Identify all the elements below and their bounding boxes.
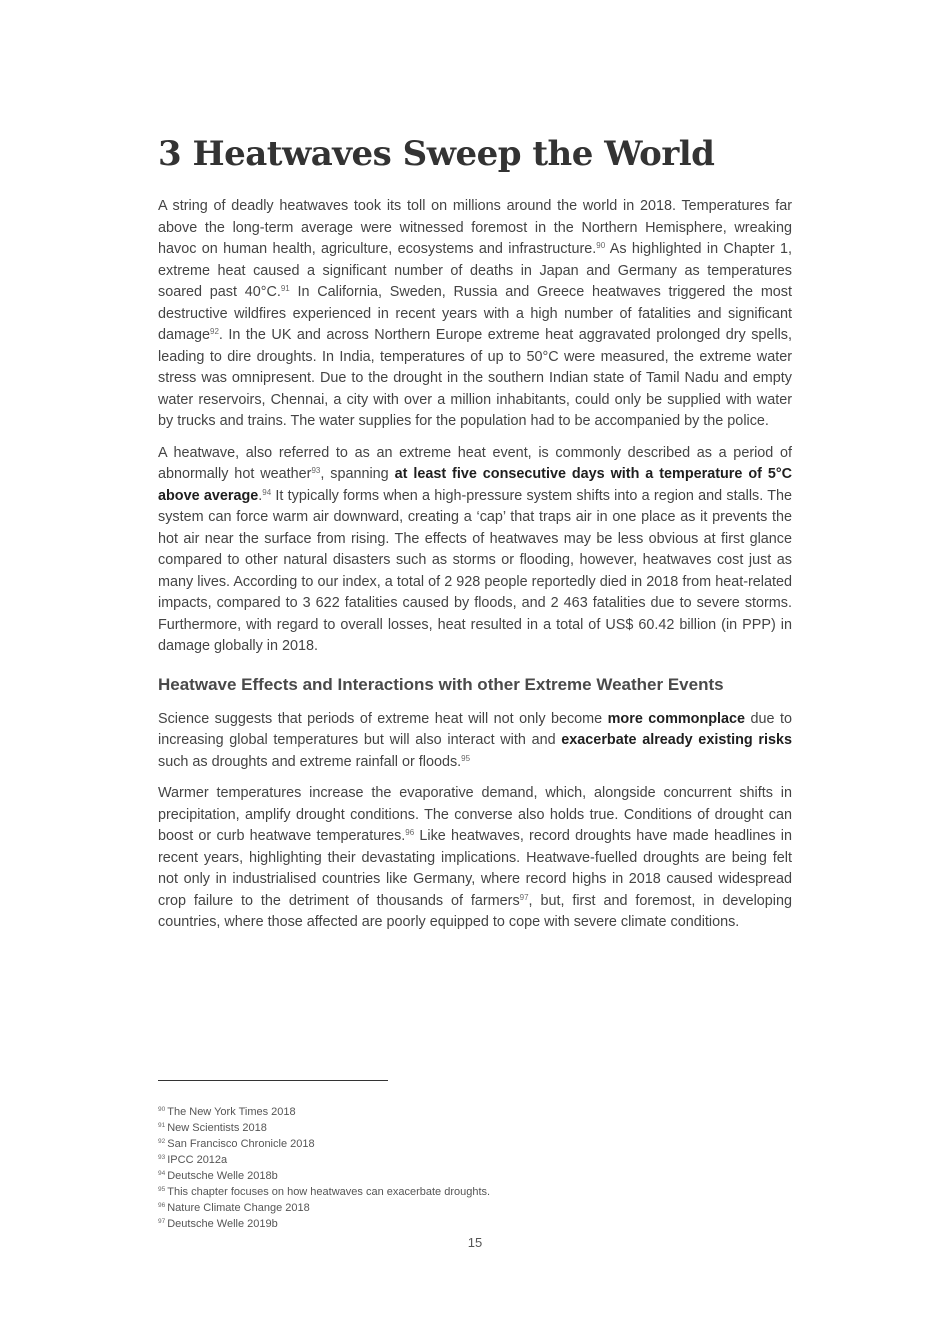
text-run: Science suggests that periods of extreme heat will not only become bbox=[158, 710, 608, 727]
text-run: In California, Sweden, Russia and Greece heatwaves triggered the most destructive wildfires experienced in recent years with a high number of fatalities and significant damage bbox=[158, 284, 792, 343]
body-text bbox=[158, 196, 792, 944]
footnote-number: 90 bbox=[158, 1106, 166, 1113]
footnote-reference: 93 bbox=[311, 466, 321, 475]
footnote-item bbox=[158, 1184, 792, 1200]
footnote-text: New Scientists 2018 bbox=[167, 1122, 267, 1134]
text-run: It typically forms when a high-pressure system shifts into a region and stalls. The system can force warm air downward, creating a ‘cap’ that traps air in one place as it prevents the hot air near the surface from rising. The effects of heatwaves may be less obvious at first glance compared to other natural disasters such as storms or flooding, however, heatwaves cost just as many lives. According to our index, a total of 2 928 people reportedly died in 2018 from heat-related impacts, compared to 3 622 fatalities caused by floods, and 2 463 fatalities due to severe storms. Furthermore, with regard to overall losses, heat resulted in a total of US$ 60.42 billion (in PPP) in damage globally in 2018. bbox=[158, 487, 793, 654]
footnote-text: Nature Climate Change 2018 bbox=[167, 1202, 310, 1214]
footnote-number: 95 bbox=[158, 1186, 166, 1193]
section-subheading: Heatwave Effects and Interactions with other Extreme Weather Events bbox=[158, 674, 724, 694]
footnote-item bbox=[158, 1216, 792, 1232]
body-paragraph bbox=[158, 783, 792, 934]
footnote-text: San Francisco Chronicle 2018 bbox=[167, 1138, 315, 1150]
text-run: such as droughts and extreme rainfall or floods. bbox=[158, 753, 462, 770]
footnote-reference: 94 bbox=[262, 487, 272, 497]
footnote-divider bbox=[158, 1080, 388, 1081]
footnote-item bbox=[158, 1168, 792, 1184]
body-paragraph bbox=[158, 443, 792, 658]
footnote-text: Deutsche Welle 2018b bbox=[167, 1170, 278, 1182]
footnote-item bbox=[158, 1200, 792, 1216]
footnote-number: 94 bbox=[158, 1170, 166, 1177]
footnote-reference: 90 bbox=[596, 241, 606, 250]
text-run: , but, first and foremost, in developing countries, where those affected are poorly equipped to cope with severe climate conditions. bbox=[158, 892, 792, 930]
footnote-item bbox=[158, 1152, 792, 1168]
chapter-title: 3 Heatwaves Sweep the World bbox=[158, 134, 715, 174]
footnote-number: 91 bbox=[158, 1122, 166, 1129]
text-run: . bbox=[258, 487, 263, 504]
emphasis-text: at least five consecutive days with a temperature of 5°C above average bbox=[158, 466, 792, 504]
text-run: . In the UK and across Northern Europe extreme heat aggravated prolonged dry spells, leading to dire droughts. In India, temperatures of up to 50°C were measured, the extreme water stress was omnipresent. Due to the drought in the southern Indian state of Tamil Nadu and empty water reservoirs, Chennai, a city with over a million inhabitants, could only be supplied with water by trucks and trains. The water supplies for the population had to be accompanied by the police. bbox=[158, 327, 792, 429]
footnote-reference: 97 bbox=[519, 892, 529, 902]
text-run: A string of deadly heatwaves took its toll on millions around the world in 2018. Temperatures far above the long-term average were witnessed foremost in the Northern Hemisphere, wreaking havoc on human health, agriculture, ecosystems and infrastructure. bbox=[158, 198, 792, 257]
footnote-reference: 92 bbox=[210, 327, 219, 336]
footnote-number: 92 bbox=[158, 1138, 166, 1145]
emphasis-text: exacerbate already existing risks bbox=[561, 732, 793, 748]
footnote-text: Deutsche Welle 2019b bbox=[167, 1218, 278, 1230]
emphasis-text: more commonplace bbox=[607, 710, 746, 727]
text-run: Like heatwaves, record droughts have made headlines in recent years, highlighting their devastating implications. Heatwave-fuelled droughts are being felt not only in industrialised countries like Germany, where record highs in 2018 caused widespread crop failure to the detriment of thousands of farmers bbox=[158, 828, 792, 909]
text-run: Warmer temperatures increase the evaporative demand, which, alongside concurrent shifts in precipitation, amplify drought conditions. The converse also holds true. Conditions of drought can boost or curb heatwave temperatures. bbox=[158, 785, 792, 844]
footnote-item bbox=[158, 1104, 792, 1120]
footnote-text: IPCC 2012a bbox=[167, 1154, 228, 1166]
footnotes-list bbox=[158, 1104, 792, 1232]
footnote-reference: 91 bbox=[280, 284, 290, 293]
text-run: due to increasing global temperatures but will also interact with and bbox=[158, 710, 792, 748]
footnote-text: This chapter focuses on how heatwaves can exacerbate droughts. bbox=[167, 1186, 491, 1198]
text-run: A heatwave, also referred to as an extreme heat event, is commonly described as a period of abnormally hot weather bbox=[158, 444, 792, 482]
body-paragraph bbox=[158, 709, 792, 774]
body-paragraph bbox=[158, 196, 792, 433]
footnote-item bbox=[158, 1120, 792, 1136]
text-run: As highlighted in Chapter 1, extreme heat caused a significant number of deaths in Japan and Germany as temperatures soared past 40°C. bbox=[158, 241, 792, 300]
intro-paragraphs bbox=[158, 196, 792, 658]
section-paragraphs bbox=[158, 709, 792, 934]
footnote-number: 97 bbox=[158, 1218, 166, 1225]
footnote-number: 96 bbox=[158, 1202, 166, 1209]
footnote-reference: 95 bbox=[461, 753, 471, 763]
footnote-item bbox=[158, 1136, 792, 1152]
page-number: 15 bbox=[467, 1235, 483, 1250]
text-run: , spanning bbox=[320, 466, 395, 482]
footnote-number: 93 bbox=[158, 1154, 166, 1161]
footnote-text: The New York Times 2018 bbox=[167, 1106, 296, 1118]
footnote-reference: 96 bbox=[405, 828, 415, 837]
